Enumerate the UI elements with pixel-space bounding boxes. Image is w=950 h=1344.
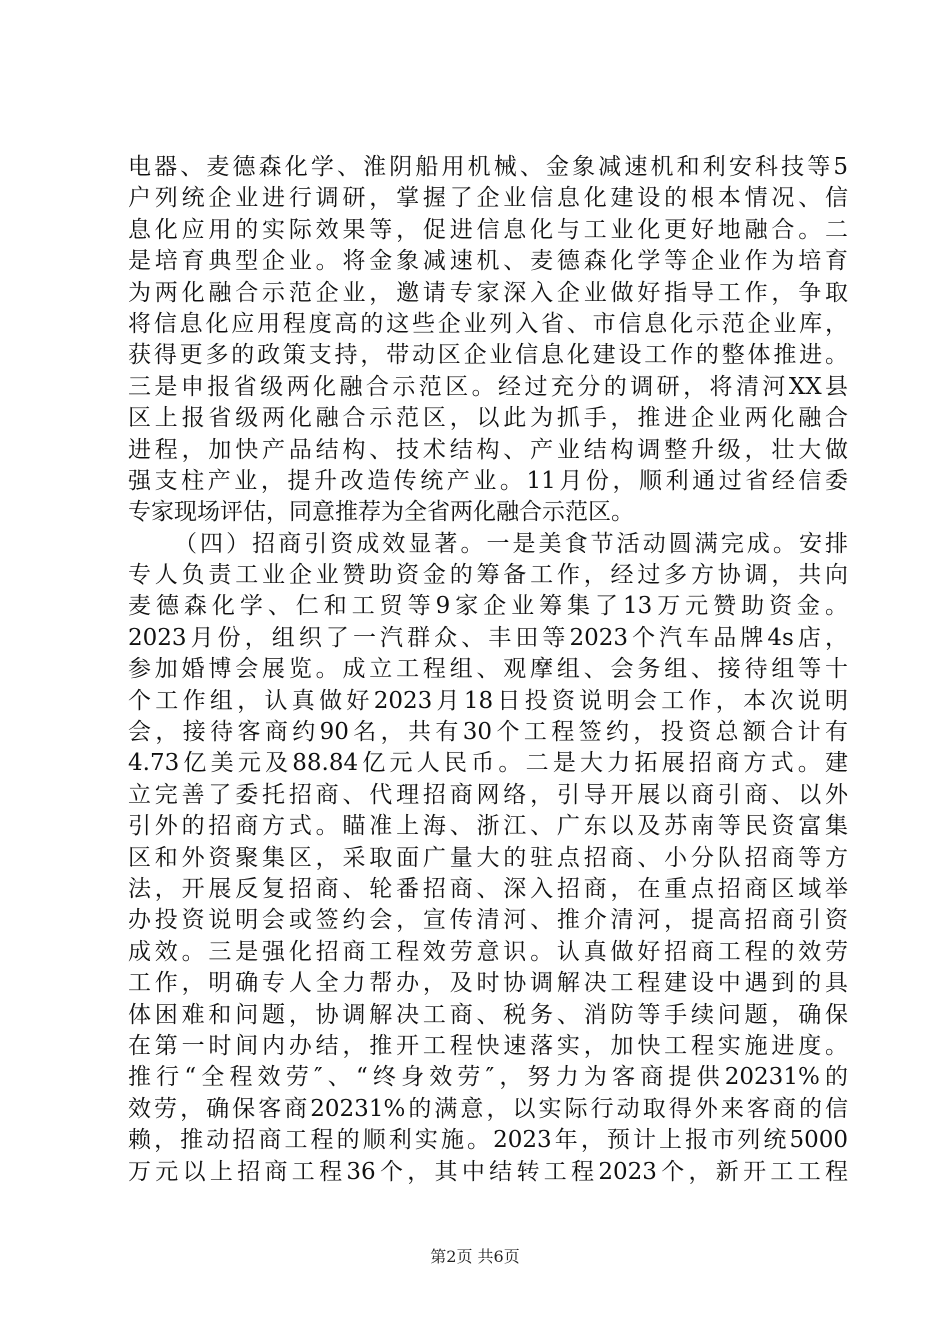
text-line: 获得更多的政策支持，带动区企业信息化建设工作的整体推进。 (128, 342, 848, 369)
text-line: 办投资说明会或签约会，宣传清河、推介清河，提高招商引资 (128, 907, 848, 934)
text-line: 区和外资聚集区，采取面广量大的驻点招商、小分队招商等方 (128, 844, 848, 871)
text-line: 成效。三是强化招商工程效劳意识。认真做好招商工程的效劳 (128, 938, 848, 965)
text-line: 法，开展反复招商、轮番招商、深入招商，在重点招商区域举 (128, 875, 848, 902)
body-text (128, 152, 848, 1188)
text-line: 将信息化应用程度高的这些企业列入省、市信息化示范企业库， (128, 310, 848, 337)
text-line: 参加婚博会展览。成立工程组、观摩组、会务组、接待组等十 (128, 656, 848, 683)
text-line: 息化应用的实际效果等，促进信息化与工业化更好地融合。二 (128, 216, 848, 243)
text-line: 会，接待客商约90名，共有30个工程签约，投资总额合计有 (128, 719, 848, 746)
text-line: 为两化融合示范企业，邀请专家深入企业做好指导工作，争取 (128, 279, 848, 306)
section-heading-line: （四）招商引资成效显著。一是美食节活动圆满完成。安排 (174, 530, 848, 557)
text-line: 区上报省级两化融合示范区，以此为抓手，推进企业两化融合 (128, 405, 848, 432)
text-line: 4.73亿美元及88.84亿元人民币。二是大力拓展招商方式。建 (128, 750, 848, 777)
text-line: 立完善了委托招商、代理招商网络，引导开展以商引商、以外 (128, 781, 848, 808)
text-line: 引外的招商方式。瞄准上海、浙江、广东以及苏南等民资富集 (128, 813, 848, 840)
paragraph-end-line: 专家现场评估，同意推荐为全省两化融合示范区。 (128, 499, 634, 526)
text-line: 三是申报省级两化融合示范区。经过充分的调研，将清河XX县 (128, 373, 848, 400)
text-line: 万元以上招商工程36个，其中结转工程2023个，新开工工程 (128, 1158, 848, 1185)
text-line: 体困难和问题，协调解决工商、税务、消防等手续问题，确保 (128, 1001, 848, 1028)
text-line: 进程，加快产品结构、技术结构、产业结构调整升级，壮大做 (128, 436, 848, 463)
text-line: 个工作组，认真做好2023月18日投资说明会工作，本次说明 (128, 687, 848, 714)
text-line: 2023月份，组织了一汽群众、丰田等2023个汽车品牌4s店， (128, 624, 848, 651)
text-line: 是培育典型企业。将金象减速机、麦德森化学等企业作为培育 (128, 248, 848, 275)
text-line: 效劳，确保客商20231%的满意，以实际行动取得外来客商的信 (128, 1095, 848, 1122)
text-line: 赖，推动招商工程的顺利实施。2023年，预计上报市列统5000 (128, 1127, 848, 1154)
text-line: 推行“全程效劳″、“终身效劳″，努力为客商提供20231%的 (128, 1064, 848, 1091)
text-line: 工作，明确专人全力帮办，及时协调解决工程建设中遇到的具 (128, 970, 848, 997)
text-line: 强支柱产业，提升改造传统产业。11月份，顺利通过省经信委 (128, 467, 848, 494)
text-line: 户列统企业进行调研，掌握了企业信息化建设的根本情况、信 (128, 185, 848, 212)
text-line: 麦德森化学、仁和工贸等9家企业筹集了13万元赞助资金。 (128, 593, 848, 620)
text-line: 在第一时间内办结，推开工程快速落实，加快工程实施进度。 (128, 1032, 848, 1059)
page-number-footer: 第2页 共6页 (430, 1247, 520, 1266)
text-line: 电器、麦德森化学、淮阴船用机械、金象减速机和利安科技等5 (128, 154, 848, 180)
text-line: 专人负责工业企业赞助资金的筹备工作，经过多方协调，共向 (128, 562, 848, 589)
